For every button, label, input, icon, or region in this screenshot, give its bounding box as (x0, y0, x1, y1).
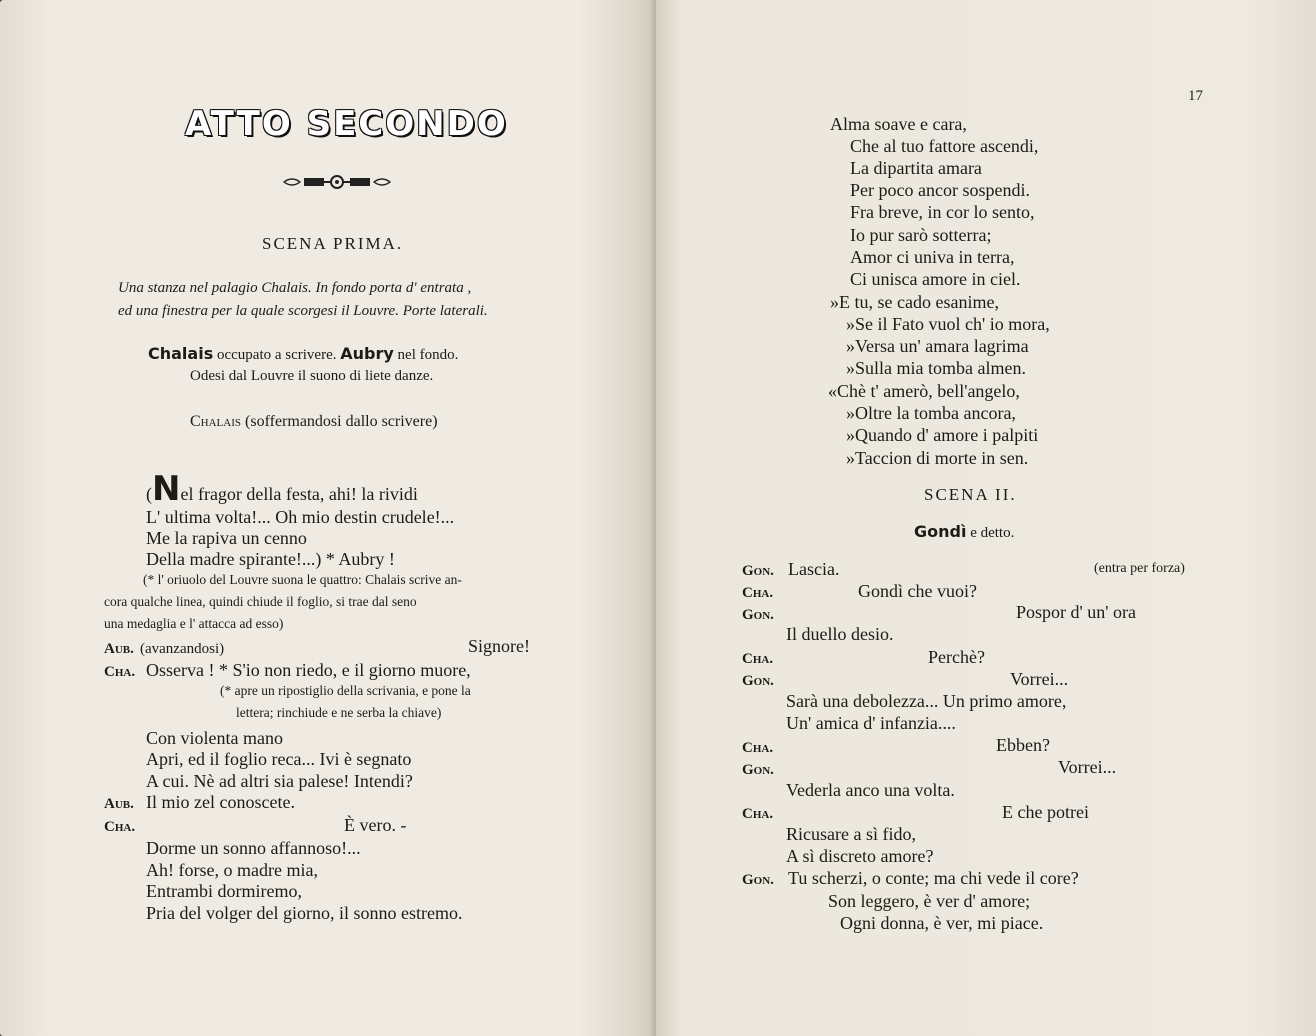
verse-line: Lascia. (788, 559, 840, 579)
speaker-label: Cha. (742, 740, 774, 756)
verse-line: Il duello desio. (786, 624, 894, 644)
verse-line: Dorme un sonno affannoso!... (146, 838, 361, 858)
speaker-intro (190, 413, 438, 431)
speaker-label: Gon. (742, 673, 774, 689)
speaker-label: Gon. (742, 872, 774, 888)
act-title: ATTO SECONDO (185, 104, 508, 144)
verse-line: Tu scherzi, o conte; ma chi vede il core? (788, 868, 1079, 888)
verse-line: Ebben? (996, 735, 1050, 755)
page-number: 17 (1188, 88, 1203, 104)
verse-line: Il mio zel conoscete. (146, 792, 295, 812)
verse-line (146, 469, 418, 509)
verse-line: Ricusare a sì fido, (786, 824, 916, 844)
speaker-label: Aub. (104, 641, 134, 657)
verse-line: »Versa un' amara lagrima (846, 336, 1029, 356)
speaker-label: Gon. (742, 762, 774, 778)
verse-line: Signore! (468, 636, 530, 656)
speaker-label: Gon. (742, 563, 774, 579)
verse-paren: ( (146, 484, 152, 504)
verse-line: Sarà una debolezza... Un primo amore, (786, 691, 1067, 711)
verse-line: Gondì che vuoi? (858, 581, 977, 601)
verse-line: Pria del volger del giorno, il sonno estremo. (146, 903, 463, 923)
speaker-label: Cha. (742, 651, 774, 667)
footnote-line: lettera; rinchiude e ne serba la chiave) (236, 705, 442, 720)
verse-line: Osserva ! * S'io non riedo, e il giorno muore, (146, 660, 471, 680)
verse-text: el fragor della festa, ahi! la rividi (180, 484, 418, 504)
verse-line: »Se il Fato vuol ch' io mora, (846, 314, 1050, 334)
characters-line-2: Odesi dal Louvre il suono di liete danze. (190, 368, 434, 384)
speaker-label: Cha. (742, 585, 774, 601)
verse-line: Io pur sarò sotterra; (850, 225, 992, 245)
verse-line: Che al tuo fattore ascendi, (850, 136, 1039, 156)
verse-line: «Chè t' amerò, bell'angelo, (828, 381, 1020, 401)
verse-line: L' ultima volta!... Oh mio destin crudele!... (146, 507, 455, 527)
verse-line: Son leggero, è ver d' amore; (828, 891, 1031, 911)
verse-line: Con violenta mano (146, 728, 283, 748)
stage-direction-line: ed una finestra per la quale scorgesi il Louvre. Porte laterali. (118, 303, 488, 319)
left-page (0, 0, 656, 1036)
verse-line: A cui. Nè ad altri sia palese! Intendi? (146, 771, 413, 791)
verse-line: Un' amica d' infanzia.... (786, 713, 956, 733)
verse-line: Ogni donna, è ver, mi piace. (840, 913, 1044, 933)
verse-line: Apri, ed il foglio reca... Ivi è segnato (146, 749, 412, 769)
scene-heading: SCENA II. (924, 485, 1017, 504)
verse-line: Me la rapiva un cenno (146, 528, 307, 548)
speaker-name: Chalais (190, 413, 242, 430)
stage-direction-line: Una stanza nel palagio Chalais. In fondo porta d' entrata , (118, 280, 472, 296)
characters-text: occupato a scrivere. (213, 347, 341, 363)
verse-line: Alma soave e cara, (830, 114, 967, 134)
characters-text: nel fondo. (393, 347, 459, 363)
character-name: Chalais (148, 344, 214, 363)
verse-line: »Quando d' amore i palpiti (846, 425, 1039, 445)
characters-line (148, 344, 458, 364)
character-name: Aubry (340, 344, 394, 363)
verse-line: Perchè? (928, 647, 985, 667)
stage-direction: (avanzandosi) (140, 641, 225, 657)
speaker-label: Cha. (742, 806, 774, 822)
speaker-label: Cha. (104, 819, 136, 835)
footnote-line: cora qualche linea, quindi chiude il foglio, si trae dal seno (104, 594, 417, 609)
verse-line: Ci unisca amore in ciel. (850, 269, 1021, 289)
characters-text: e detto. (966, 525, 1015, 541)
speaker-label: Cha. (104, 664, 136, 680)
speaker-direction: (soffermandosi dallo scrivere) (241, 413, 438, 430)
footnote-line: (* apre un ripostiglio della scrivania, e pone la (220, 683, 471, 698)
verse-line: Vorrei... (1058, 757, 1117, 777)
drop-cap: N (152, 469, 181, 509)
character-name: Gondì (914, 522, 967, 541)
verse-line: Della madre spirante!...) * Aubry ! (146, 549, 395, 569)
footnote-line: una medaglia e l' attacca ad esso) (104, 616, 284, 631)
verse-line: Per poco ancor sospendi. (850, 180, 1030, 200)
verse-line: »Taccion di morte in sen. (846, 448, 1029, 468)
verse-line: Vorrei... (1010, 669, 1069, 689)
verse-line: Entrambi dormiremo, (146, 881, 302, 901)
scene-heading: SCENA PRIMA. (262, 234, 404, 253)
speaker-label: Aub. (104, 796, 134, 812)
verse-line: E che potrei (1002, 802, 1089, 822)
verse-line: »E tu, se cado esanime, (830, 292, 999, 312)
stage-direction: (entra per forza) (1094, 561, 1185, 576)
verse-line: Fra breve, in cor lo sento, (850, 202, 1035, 222)
ornament-divider-icon (282, 172, 392, 192)
verse-line: »Oltre la tomba ancora, (846, 403, 1016, 423)
verse-line: A sì discreto amore? (786, 846, 934, 866)
verse-line: »Sulla mia tomba almen. (846, 358, 1026, 378)
footnote-line: (* l' oriuolo del Louvre suona le quattro: Chalais scrive an- (143, 572, 462, 587)
verse-line: Vederla anco una volta. (786, 780, 955, 800)
characters-line (914, 522, 1014, 542)
verse-line: Ah! forse, o madre mia, (146, 860, 318, 880)
verse-line: Amor ci univa in terra, (850, 247, 1015, 267)
verse-line: La dipartita amara (850, 158, 982, 178)
verse-line: Pospor d' un' ora (1016, 602, 1136, 622)
speaker-label: Gon. (742, 607, 774, 623)
right-page (656, 0, 1316, 1036)
verse-line: È vero. - (344, 815, 407, 835)
